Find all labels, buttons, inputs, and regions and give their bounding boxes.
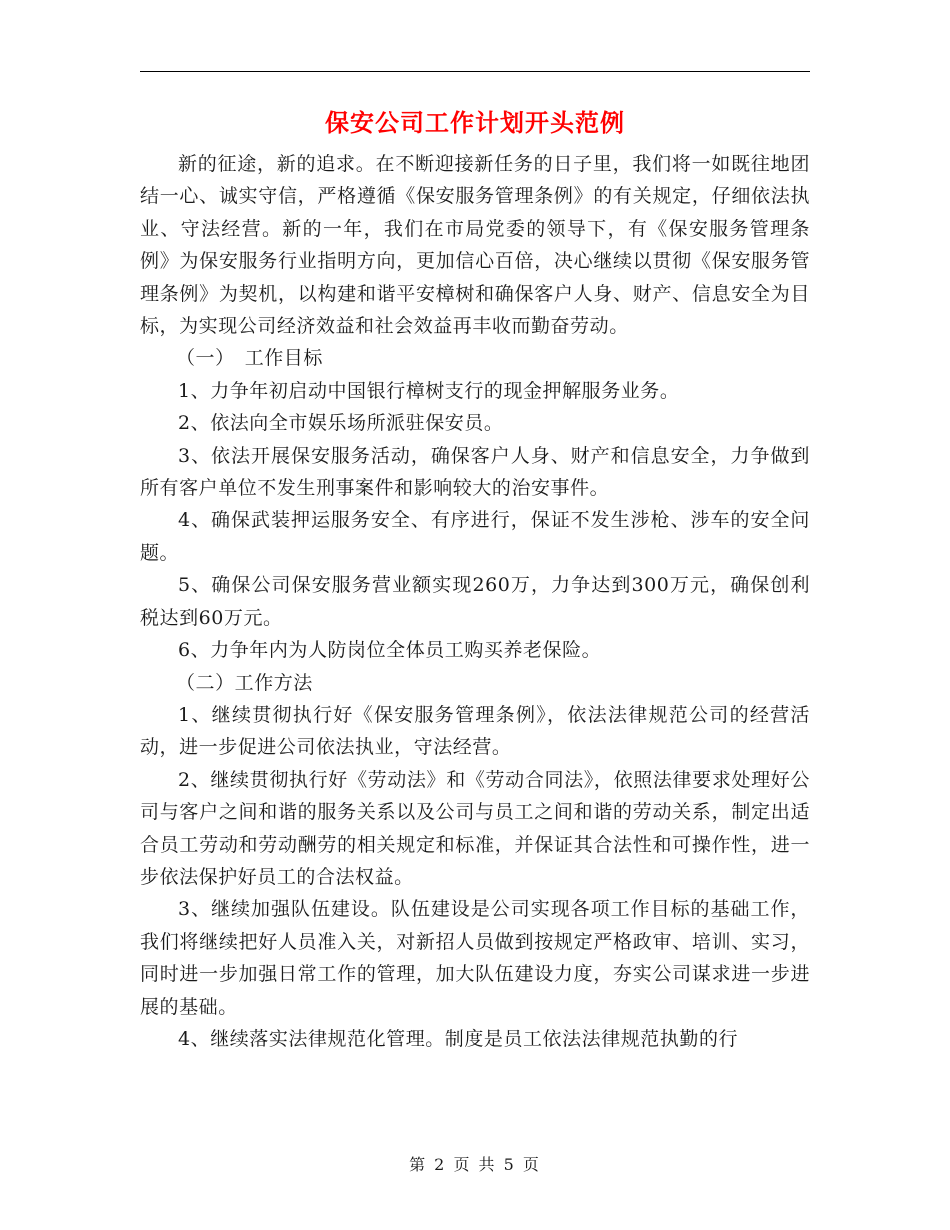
goal-item-2: 2、依法向全市娱乐场所派驻保安员。 xyxy=(178,412,504,435)
document-title: 保安公司工作计划开头范例 xyxy=(325,108,625,137)
method-item-3: 3、继续加强队伍建设。队伍建设是公司实现各项工作目标的基础工作，我们将继续把好人员准入关，对新招人员做到按规定严格政审、培训、实习，同时进一步加强日常工作的管理，加大队伍建设力度，夯实公司谋求进一步进展的基础。 xyxy=(140,898,810,1018)
goal-item-6: 6、力争年内为人防岗位全体员工购买养老保险。 xyxy=(178,639,602,662)
section-heading-goals: （一） 工作目标 xyxy=(176,347,323,370)
document-body xyxy=(140,148,810,1055)
goal-item-1: 1、力争年初启动中国银行樟树支行的现金押解服务业务。 xyxy=(178,379,680,402)
method-item-1: 1、继续贯彻执行好《保安服务管理条例》，依法法律规范公司的经营活动，进一步促进公司依法执业，守法经营。 xyxy=(140,703,810,759)
intro-paragraph: 新的征途，新的追求。在不断迎接新任务的日子里，我们将一如既往地团结一心、诚实守信，严格遵循《保安服务管理条例》的有关规定，仔细依法执业、守法经营。新的一年，我们在市局党委的领导下，有《保安服务管理条例》为保安服务行业指明方向，更加信心百倍，决心继续以贯彻《保安服务管理条例》为契机，以构建和谐平安樟树和确保客户人身、财产、信息安全为目标，为实现公司经济效益和社会效益再丰收而勤奋劳动。 xyxy=(140,153,810,338)
method-item-4: 4、继续落实法律规范化管理。制度是员工依法法律规范执勤的行 xyxy=(178,1027,739,1050)
goal-item-5: 5、确保公司保安服务营业额实现260万，力争达到300万元，确保创利税达到60万元。 xyxy=(140,574,810,629)
header-rule xyxy=(140,71,810,72)
goal-item-4: 4、确保武装押运服务安全、有序进行，保证不发生涉枪、涉车的安全问题。 xyxy=(140,509,810,564)
page-number-footer: 第 2 页 共 5 页 xyxy=(409,1155,541,1174)
section-heading-methods: （二）工作方法 xyxy=(176,671,313,694)
method-item-2: 2、继续贯彻执行好《劳动法》和《劳动合同法》，依照法律要求处理好公司与客户之间和谐的服务关系以及公司与员工之间和谐的劳动关系，制定出适合员工劳动和劳动酬劳的相关规定和标准，并保证其合法性和可操作性，进一步依法保护好员工的合法权益。 xyxy=(140,768,810,888)
goal-item-3: 3、依法开展保安服务活动，确保客户人身、财产和信息安全，力争做到所有客户单位不发生刑事案件和影响较大的治安事件。 xyxy=(140,444,810,500)
